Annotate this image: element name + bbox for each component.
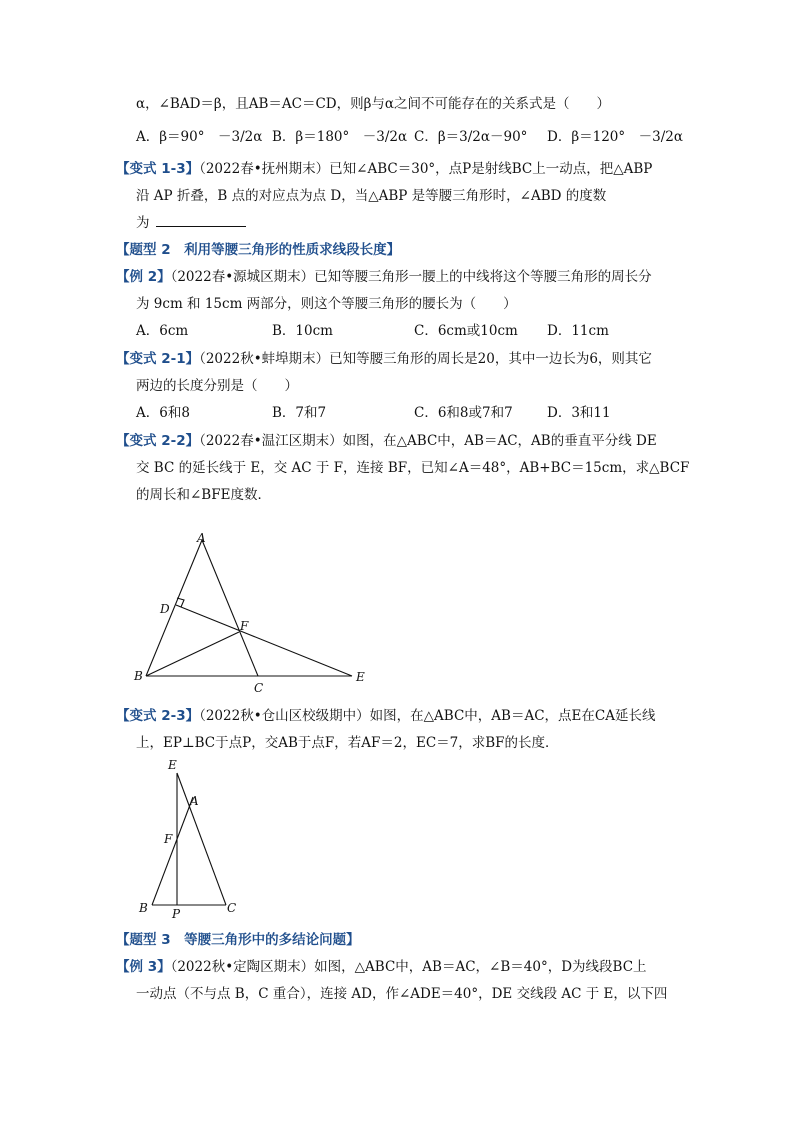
fig1-label-f: F: [240, 619, 249, 633]
variant-tag: 【变式 2-2】: [116, 433, 200, 449]
question-text-line: α，∠BAD＝β，且AB＝AC＝CD，则β与α之间不可能存在的关系式是（ ）: [136, 96, 611, 112]
example-3-line-1: 【例 3】（2022秋•定陶区期末）如图，△ABC中，AB＝AC，∠B＝40°，D为线段BC上: [116, 959, 647, 975]
option-b: B．β＝180° －3/2α: [272, 129, 408, 145]
variant-2-3-line-1: 【变式 2-3】（2022秋•仓山区校级期中）如图，在△ABC中，AB＝AC，点E在CA延长线: [116, 708, 656, 724]
fig2-label-b: B: [139, 901, 148, 915]
option-c: C．β＝3/2α－90°: [414, 129, 528, 145]
option-a: A．6cm: [136, 323, 189, 339]
fig2-label-a: A: [190, 794, 199, 808]
topic-3-heading: 【题型 3 等腰三角形中的多结论问题】: [116, 932, 360, 948]
fig1-label-e: E: [356, 670, 365, 684]
variant-1-3-line-2: 沿 AP 折叠，B 点的对应点为点 D，当△ABP 是等腰三角形时，∠ABD 的度数: [136, 188, 607, 204]
variant-tag: 【变式 2-1】: [116, 351, 200, 367]
option-d: D．3和11: [547, 405, 611, 421]
variant-2-1-line-2: 两边的长度分别是（ ）: [136, 378, 298, 394]
variant-2-2-line-1: 【变式 2-2】（2022春•温江区期末）如图，在△ABC中，AB＝AC，AB的垂直平分线 DE: [116, 433, 657, 449]
variant-2-1-line-1: 【变式 2-1】（2022秋•蚌埠期末）已知等腰三角形的周长是20，其中一边长为6，则其它: [116, 351, 652, 367]
option-c: C．6和8或7和7: [414, 405, 513, 421]
fig1-label-a: A: [197, 531, 206, 545]
example-tag: 【例 2】: [116, 269, 171, 285]
variant-1-3-line-1: 【变式 1-3】（2022春•抚州期末）已知∠ABC＝30°，点P是射线BC上一动点，把△ABP: [116, 161, 653, 177]
example-2-line-1: 【例 2】（2022春•源城区期末）已知等腰三角形一腰上的中线将这个等腰三角形的周长分: [116, 269, 652, 285]
option-a: A．6和8: [136, 405, 190, 421]
fig2-label-f: F: [164, 832, 173, 846]
variant-2-2-line-2: 交 BC 的延长线于 E，交 AC 于 F，连接 BF，已知∠A＝48°，AB+BC＝15cm，求△BCF: [136, 460, 690, 476]
variant-2-3-line-2: 上，EP⊥BC于点P，交AB于点F，若AF＝2，EC＝7，求BF的长度．: [136, 735, 559, 751]
triangle-figure-2: [130, 755, 250, 920]
option-d: D．11cm: [547, 323, 609, 339]
variant-tag: 【变式 2-3】: [116, 708, 200, 724]
option-a: A．β＝90° －3/2α: [136, 129, 263, 145]
option-d: D．β＝120° －3/2α: [547, 129, 683, 145]
example-3-line-2: 一动点（不与点 B，C 重合），连接 AD，作∠ADE＝40°，DE 交线段 AC 于 E，以下四: [136, 986, 668, 1002]
variant-tag: 【变式 1-3】: [116, 161, 200, 177]
variant-2-2-line-3: 的周长和∠BFE度数．: [136, 487, 271, 503]
fig1-label-d: D: [160, 602, 170, 616]
option-c: C．6cm或10cm: [414, 323, 518, 339]
fig1-label-c: C: [254, 681, 264, 695]
answer-blank: [156, 213, 246, 227]
example-2-line-2: 为 9cm 和 15cm 两部分，则这个等腰三角形的腰长为（ ）: [136, 296, 517, 312]
fig2-label-c: C: [227, 901, 237, 915]
option-b: B．10cm: [272, 323, 333, 339]
topic-2-heading: 【题型 2 利用等腰三角形的性质求线段长度】: [116, 242, 401, 258]
fig1-label-b: B: [134, 669, 143, 683]
example-tag: 【例 3】: [116, 959, 171, 975]
triangle-figure-1: [130, 528, 370, 698]
variant-1-3-line-3: 为: [136, 213, 246, 233]
fig2-label-p: P: [172, 907, 181, 920]
option-b: B．7和7: [272, 405, 327, 421]
fig2-label-e: E: [168, 758, 177, 772]
